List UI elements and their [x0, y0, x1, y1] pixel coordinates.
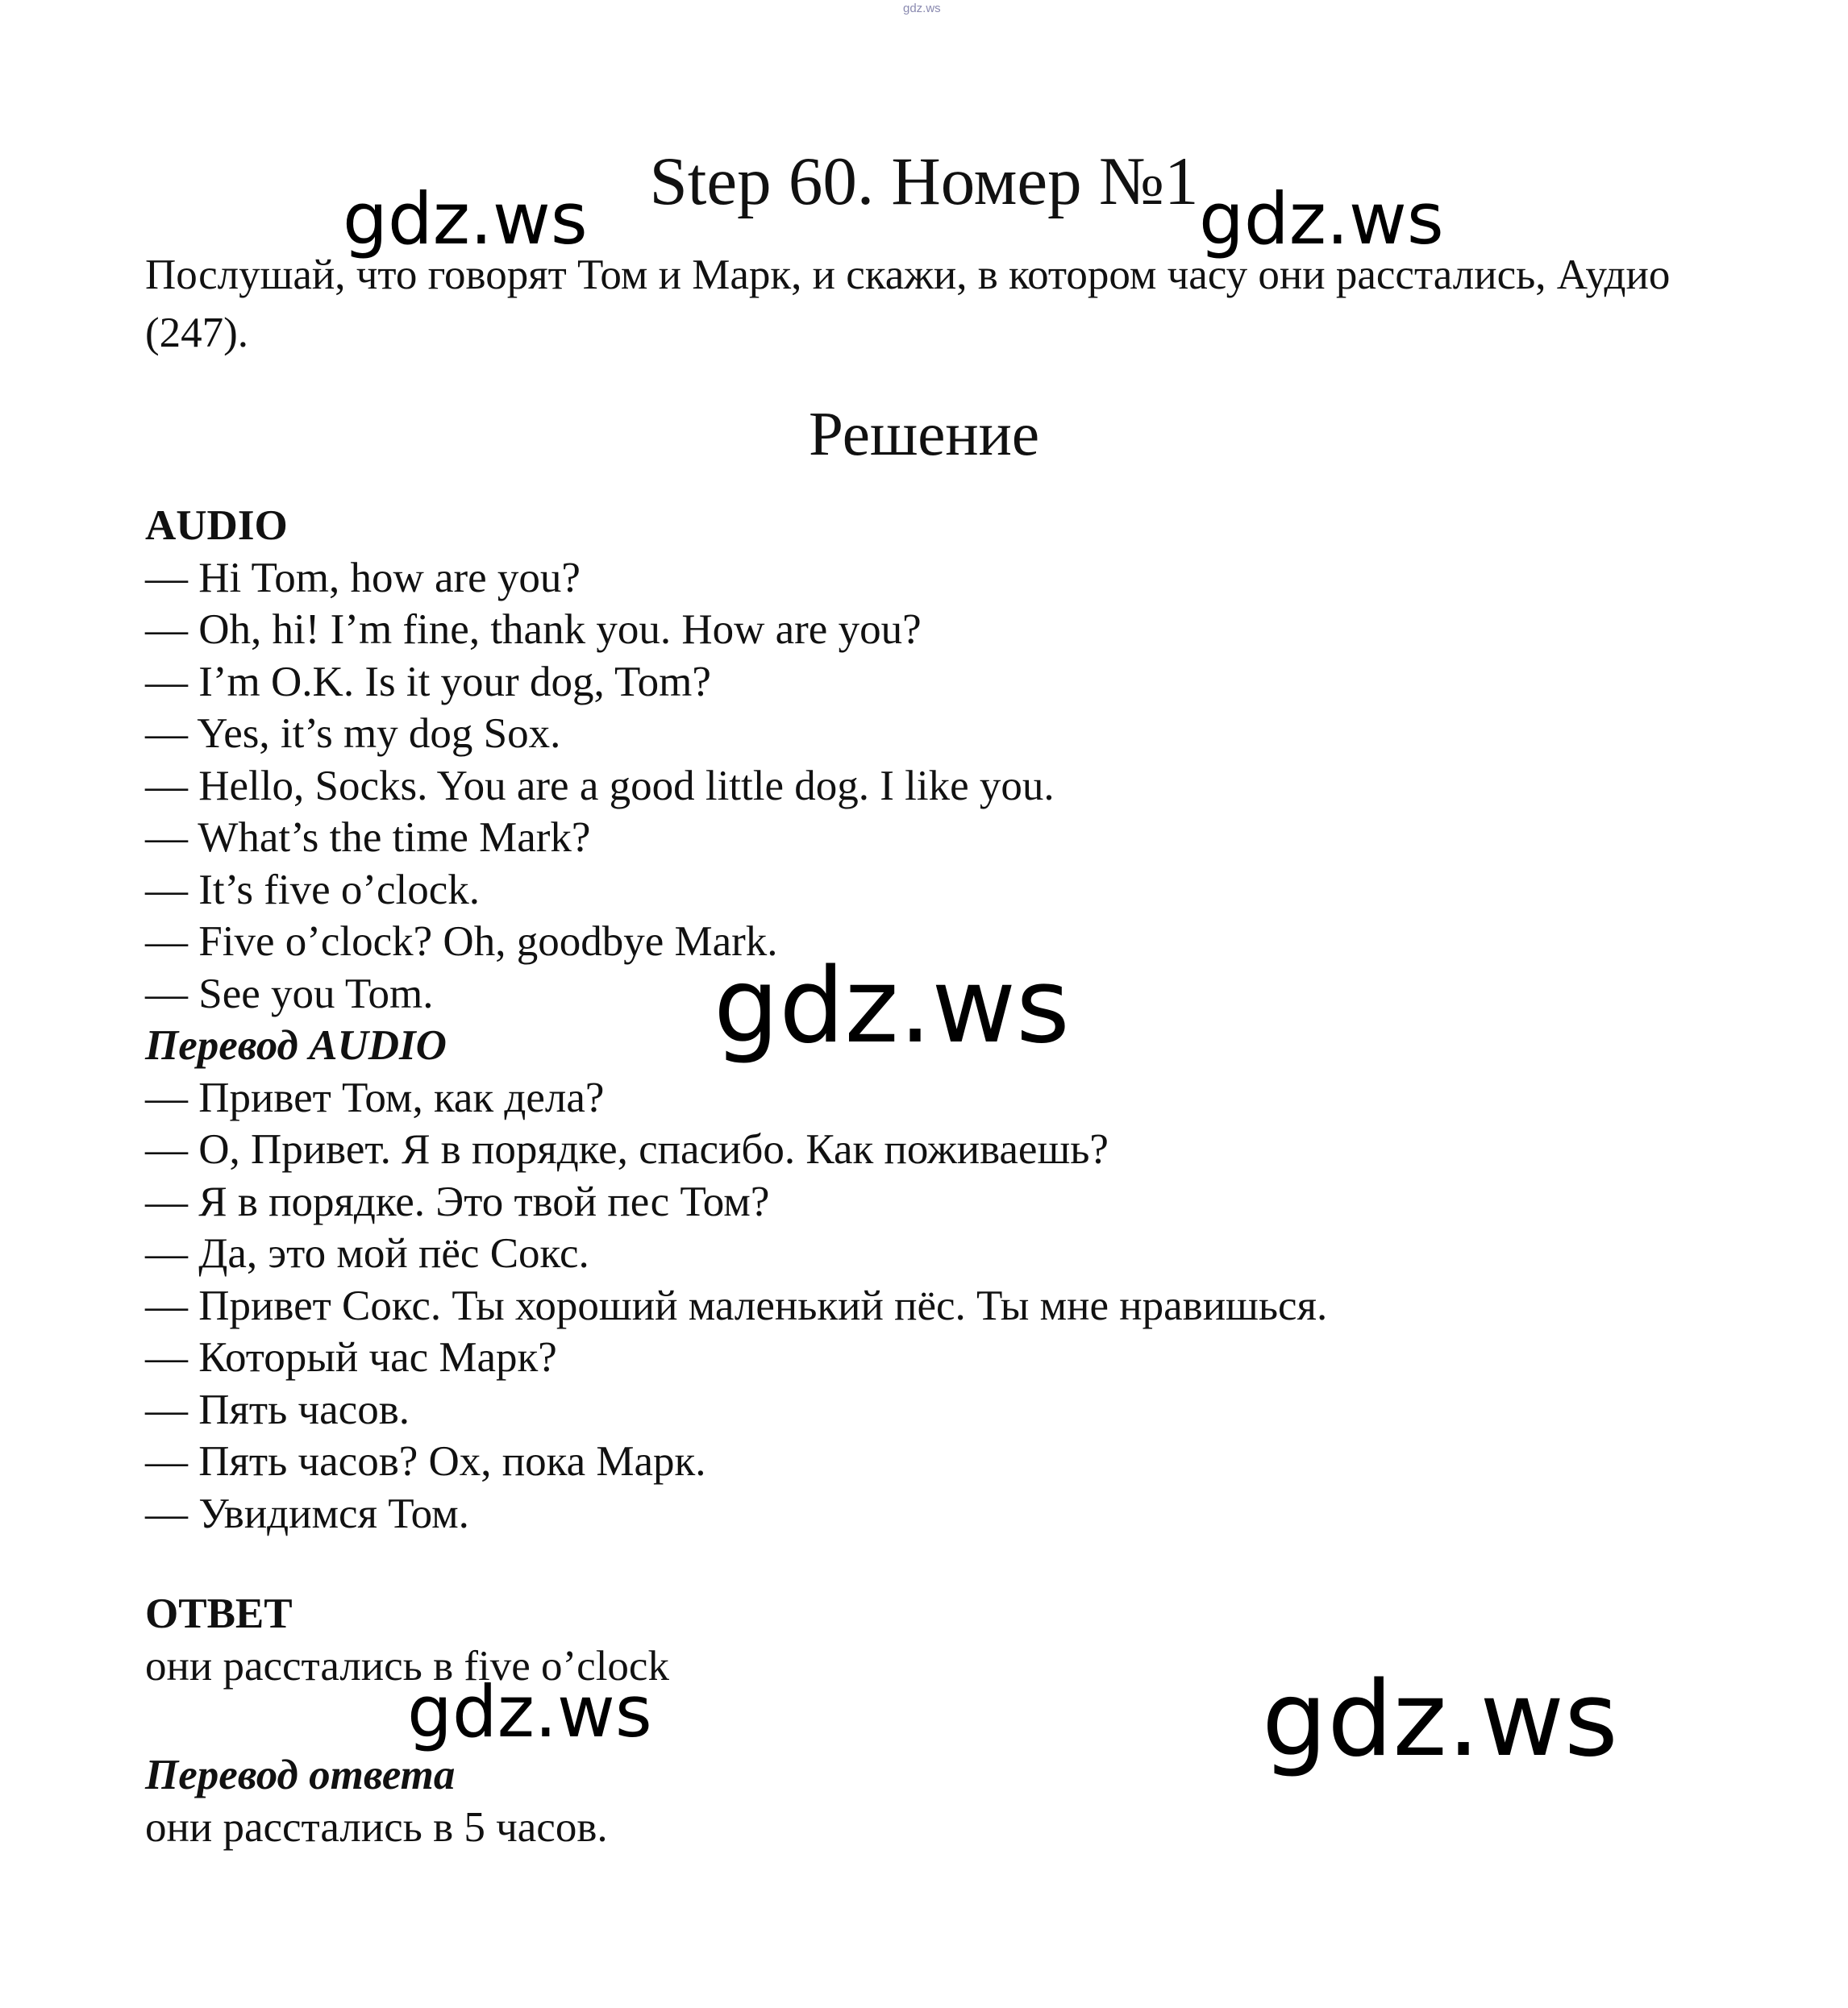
- task-text: Послушай, что говорят Том и Марк, и скажи, в котором часу они расстались, Аудио (247).: [145, 252, 1671, 356]
- translation-heading: Перевод AUDIO: [145, 1022, 447, 1069]
- audio-section: [145, 500, 1742, 1020]
- translation-line: — Привет Том, как дела?: [145, 1074, 605, 1121]
- audio-line: — Oh, hi! I’m fine, thank you. How are you?: [145, 606, 922, 653]
- watermark: gdz.ws: [1262, 1660, 1618, 1780]
- translation-line: — Привет Сокс. Ты хороший маленький пёс. Ты мне нравишься.: [145, 1282, 1328, 1329]
- audio-line: — See you Tom.: [145, 970, 434, 1017]
- solution-heading: Решение: [808, 399, 1040, 468]
- translation-section: [145, 1020, 1742, 1540]
- answer-heading: ОТВЕТ: [145, 1590, 293, 1637]
- translation-line: — О, Привет. Я в порядке, спасибо. Как поживаешь?: [145, 1126, 1109, 1173]
- audio-line: — Five o’clock? Oh, goodbye Mark.: [145, 918, 778, 965]
- translation-line: — Который час Марк?: [145, 1334, 557, 1381]
- watermark: gdz.ws: [407, 1670, 652, 1753]
- audio-line: — I’m O.K. Is it your dog, Tom?: [145, 658, 711, 705]
- audio-line: — Yes, it’s my dog Sox.: [145, 710, 561, 757]
- translation-line: — Пять часов.: [145, 1386, 410, 1433]
- answer-translation-text: они расстались в 5 часов.: [145, 1803, 608, 1851]
- translation-line: — Увидимся Том.: [145, 1490, 469, 1537]
- answer-text: они расстались в five o’clock: [145, 1642, 669, 1690]
- translation-line: — Пять часов? Ох, пока Марк.: [145, 1438, 706, 1485]
- answer-translation-heading: Перевод ответа: [145, 1752, 456, 1798]
- watermark: gdz.ws: [343, 177, 588, 260]
- translation-line: — Да, это мой пёс Сокс.: [145, 1230, 589, 1277]
- translation-line: — Я в порядке. Это твой пес Том?: [145, 1178, 770, 1225]
- audio-line: — Hello, Socks. You are a good little dog. I like you.: [145, 762, 1055, 809]
- audio-line: — It’s five o’clock.: [145, 866, 481, 913]
- watermark: gdz.ws: [1199, 177, 1444, 260]
- audio-line: — Hi Tom, how are you?: [145, 554, 581, 601]
- page-title: Step 60. Номер №1: [649, 143, 1199, 219]
- header-watermark: gdz.ws: [903, 2, 941, 15]
- audio-line: — What’s the time Mark?: [145, 814, 591, 861]
- watermark: gdz.ws: [714, 946, 1070, 1066]
- audio-heading: AUDIO: [145, 502, 288, 549]
